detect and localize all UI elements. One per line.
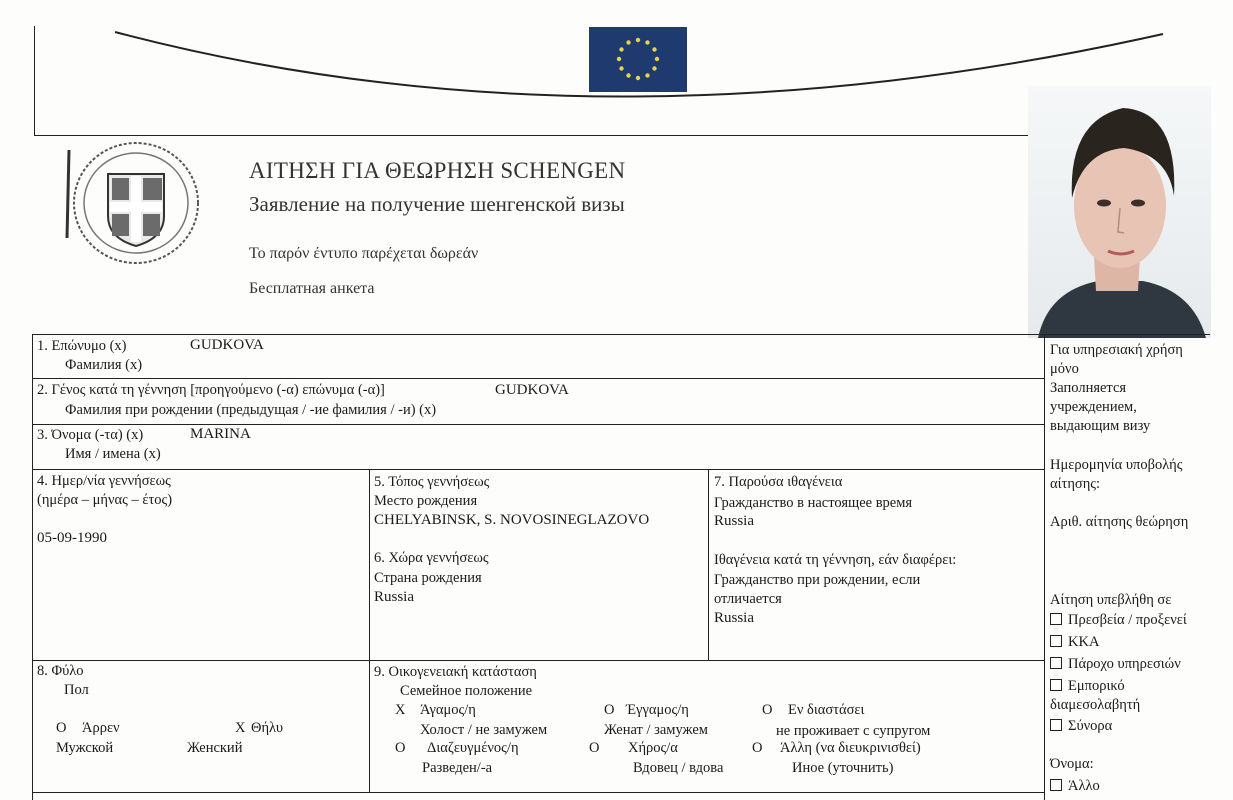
field-9-single-greek: Άγαμος/η xyxy=(420,702,476,718)
field-7-label-russian: Гражданство в настоящее время xyxy=(714,495,913,511)
office-option-commercial-2: διαμεσολαβητή xyxy=(1050,697,1141,713)
field-5-label-greek: 5. Τόπος γεννήσεως xyxy=(374,474,490,490)
field-9-other-mark[interactable]: O xyxy=(752,740,763,756)
field-9-divorced-greek: Διαζευγμένος/η xyxy=(427,740,519,756)
office-option-other[interactable]: Άλλο xyxy=(1050,779,1100,794)
field-6-label-russian: Страна рождения xyxy=(374,570,482,586)
office-name-label: Όνομα: xyxy=(1050,756,1094,772)
field-8-male-greek: Άρρεν xyxy=(82,720,120,736)
field-7-label-greek: 7. Παρούσα ιθαγένεια xyxy=(714,474,843,490)
submitted-at-label: Αίτηση υπεβλήθη σε xyxy=(1050,592,1172,608)
applicant-photo xyxy=(1028,86,1211,338)
divider-col-5 xyxy=(369,469,370,792)
field-1-label-russian: Фамилия (x) xyxy=(65,357,143,373)
field-3-label-russian: Имя / имена (x) xyxy=(65,446,161,462)
divider-col-7 xyxy=(708,469,709,660)
field-8-female-greek: Θήλυ xyxy=(251,720,284,736)
field-1-value[interactable]: GUDKOVA xyxy=(190,337,264,353)
row-line-2 xyxy=(32,378,1044,379)
field-9-widowed-greek: Χήρος/α xyxy=(628,740,678,756)
field-8-male-mark[interactable]: O xyxy=(56,720,67,736)
page-title-russian: Заявление на получение шенгенской визы xyxy=(249,192,625,216)
field-4-label-format: (ημέρα – μήνας – έτος) xyxy=(37,492,173,508)
checkbox-icon[interactable] xyxy=(1050,657,1062,669)
field-9-widowed-russian: Вдовец / вдова xyxy=(633,760,724,776)
field-9-married-russian: Женат / замужем xyxy=(604,722,708,738)
field-7-birth-label-russian-2: отличается xyxy=(714,591,782,607)
field-7-birth-value[interactable]: Russia xyxy=(714,610,755,626)
field-2-label-greek: 2. Γένος κατά τη γέννηση [προηγούμενο (-α) επώνυμα (-α)] xyxy=(37,382,385,398)
field-9-other-greek: Άλλη (να διευκρινισθεί) xyxy=(780,740,921,756)
field-9-divorced-mark[interactable]: O xyxy=(395,740,406,756)
checkbox-icon[interactable] xyxy=(1050,719,1062,731)
form-left-border xyxy=(32,334,33,800)
office-use-label-1: Για υπηρεσιακή χρήση xyxy=(1050,342,1183,358)
office-use-russian-2: учреждением, xyxy=(1050,399,1137,415)
field-7-birth-label-russian-1: Гражданство при рождении, если xyxy=(714,572,921,588)
checkbox-icon[interactable] xyxy=(1050,679,1062,691)
field-9-separated-russian: не проживает с супругом xyxy=(776,723,931,739)
field-9-single-russian: Холост / не замужем xyxy=(420,722,548,738)
field-9-widowed-mark[interactable]: O xyxy=(589,740,600,756)
field-8-female-russian: Женский xyxy=(187,740,243,756)
office-option-border[interactable]: Σύνορα xyxy=(1050,719,1112,734)
field-1-label-greek: 1. Επώνυμο (x) xyxy=(37,338,127,354)
checkbox-icon[interactable] xyxy=(1050,635,1062,647)
office-option-kka[interactable]: ΚΚΑ xyxy=(1050,635,1099,650)
eu-flag-icon xyxy=(589,27,687,92)
office-option-commercial[interactable]: Εμπορικό xyxy=(1050,679,1125,694)
field-9-divorced-russian: Разведен/-а xyxy=(422,760,493,776)
field-9-separated-mark[interactable]: O xyxy=(762,702,773,718)
field-4-label-greek: 4. Ημερ/νία γεννήσεως xyxy=(37,473,171,489)
field-6-label-greek: 6. Χώρα γεννήσεως xyxy=(374,550,489,566)
field-3-value[interactable]: MARINA xyxy=(190,426,251,442)
field-9-separated-greek: Εν διαστάσει xyxy=(788,702,865,718)
field-8-label-russian: Пол xyxy=(64,682,89,698)
field-9-other-russian: Иное (уточнить) xyxy=(792,760,894,776)
field-2-value[interactable]: GUDKOVA xyxy=(495,382,569,398)
application-number-label: Αριθ. αίτησης θεώρηση xyxy=(1050,514,1189,530)
field-9-single-mark[interactable]: X xyxy=(395,702,406,718)
row-line-4 xyxy=(32,469,1044,470)
field-9-label-greek: 9. Οικογενειακή κατάσταση xyxy=(374,664,537,680)
row-line-5 xyxy=(32,660,1044,661)
field-9-label-russian: Семейное положение xyxy=(400,683,533,699)
office-use-russian-1: Заполняется xyxy=(1050,380,1127,396)
free-form-note-russian: Бесплатная анкета xyxy=(249,280,375,297)
field-8-label-greek: 8. Φύλο xyxy=(37,663,84,679)
field-5-value[interactable]: CHELYABINSK, S. NOVOSINEGLAZOVO xyxy=(374,512,650,528)
field-5-label-russian: Место рождения xyxy=(374,493,478,509)
form-right-border xyxy=(1044,334,1045,800)
field-9-married-greek: Έγγαμος/η xyxy=(626,702,689,718)
field-7-value[interactable]: Russia xyxy=(714,513,755,529)
row-line-3 xyxy=(32,424,1044,425)
field-6-value[interactable]: Russia xyxy=(374,589,415,605)
office-use-russian-3: выдающим визу xyxy=(1050,418,1151,434)
free-form-note-greek: Το παρόν έντυπο παρέχεται δωρεάν xyxy=(249,245,479,262)
checkbox-icon[interactable] xyxy=(1050,779,1062,791)
field-4-value[interactable]: 05-09-1990 xyxy=(37,530,107,546)
office-use-label-2: μόνο xyxy=(1050,361,1079,377)
page-title-greek: ΑΙΤΗΣΗ ΓΙΑ ΘΕΩΡΗΣΗ SCHENGEN xyxy=(249,158,626,183)
office-option-service-provider[interactable]: Πάροχο υπηρεσιών xyxy=(1050,657,1181,672)
office-option-embassy[interactable]: Πρεσβεία / προξενεί xyxy=(1050,613,1187,628)
row-line-1 xyxy=(32,334,1210,335)
greek-coat-of-arms-icon xyxy=(64,138,204,272)
submission-date-label-2: αίτησης: xyxy=(1050,476,1101,492)
field-8-female-mark[interactable]: X xyxy=(235,720,246,736)
field-2-label-russian: Фамилия при рождении (предыдущая / -ие фамилия / -и) (x) xyxy=(65,402,437,418)
field-9-married-mark[interactable]: O xyxy=(604,702,615,718)
field-7-birth-label-greek: Ιθαγένεια κατά τη γέννηση, εάν διαφέρει: xyxy=(714,552,957,568)
submission-date-label-1: Ημερομηνία υποβολής xyxy=(1050,457,1183,473)
row-line-6 xyxy=(32,792,1044,793)
checkbox-icon[interactable] xyxy=(1050,613,1062,625)
field-3-label-greek: 3. Όνομα (-τα) (x) xyxy=(37,427,144,443)
field-8-male-russian: Мужской xyxy=(56,740,114,756)
